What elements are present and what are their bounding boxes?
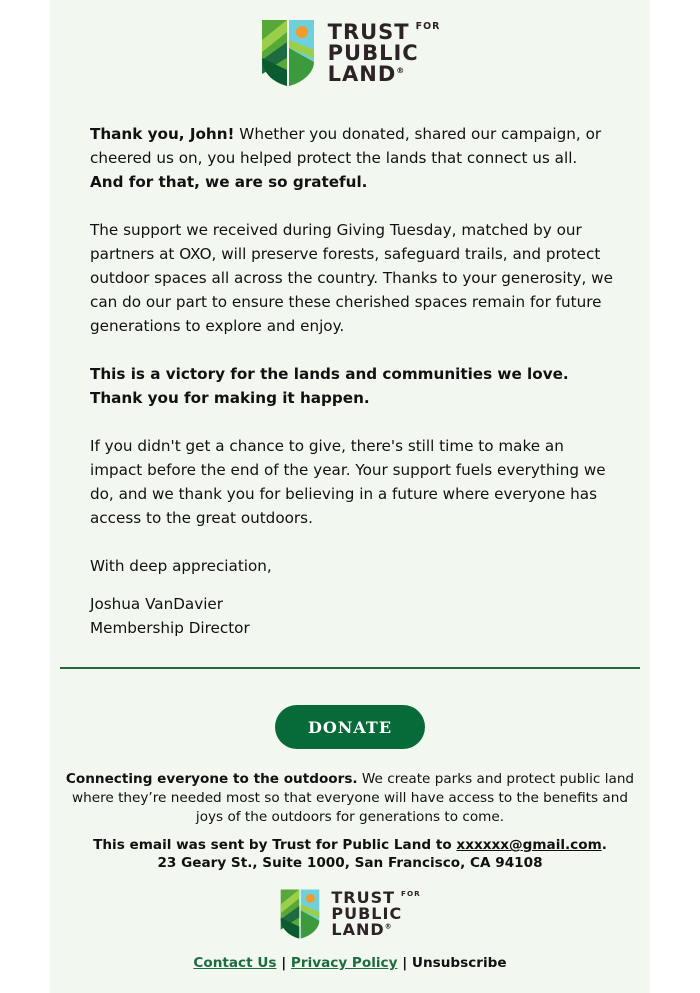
- brand-for: FOR: [401, 889, 421, 898]
- postal-address: 23 Geary St., Suite 1000, San Francisco, CA 94108: [157, 855, 543, 871]
- greeting: Thank you, John!: [90, 125, 235, 143]
- p1-text: Whether you donated, shared our campaign, or cheered us on, you helped protect the lands that connect us all.: [90, 125, 602, 167]
- signer-title: Membership Director: [90, 619, 250, 637]
- message-body: [90, 122, 615, 640]
- closing: With deep appreciation,: [90, 557, 272, 575]
- tagline-bold: Connecting everyone to the outdoors.: [65, 771, 358, 787]
- brand-logo-footer[interactable]: [50, 888, 650, 940]
- signer-name: Joshua VanDavier: [90, 595, 224, 613]
- privacy-policy-link[interactable]: Privacy Policy: [290, 955, 398, 971]
- recipient-email-link[interactable]: xxxxxx@gmail.com: [456, 837, 602, 853]
- brand-line3: LAND: [331, 920, 385, 939]
- footer-tagline: [65, 770, 635, 827]
- sent-suffix: .: [601, 837, 607, 853]
- brand-for: FOR: [415, 20, 441, 32]
- email-body: [50, 0, 650, 993]
- divider: [60, 667, 640, 669]
- brand-reg: ®: [384, 922, 393, 931]
- donate-button[interactable]: DONATE: [275, 705, 425, 749]
- brand-line1: TRUST: [327, 19, 410, 44]
- brand-line2: PUBLIC: [331, 904, 403, 923]
- footer-sent-info: [65, 836, 635, 872]
- paragraph-support: The support we received during Giving Tuesday, matched by our partners at OXO, will preserve forests, safeguard trails, and protect outdoor spaces all across the country. Thanks to your generosity, we can do our part to ensure these cherished spaces remain for future generations to explore and enjoy.: [90, 221, 613, 335]
- sent-prefix: This email was sent by Trust for Public Land to: [93, 837, 457, 853]
- brand-logo-header[interactable]: [50, 18, 650, 88]
- brand-line3: LAND: [327, 61, 397, 86]
- shield-logo-icon: [260, 18, 316, 88]
- link-separator: |: [397, 955, 412, 971]
- tagline-text: We create parks and protect public land where they’re needed most so that everyone will have access to the benefits and joys of the outdoors for generations to come.: [72, 771, 635, 825]
- contact-us-link[interactable]: Contact Us: [193, 955, 277, 971]
- p1-bold: And for that, we are so grateful.: [90, 173, 368, 191]
- brand-wordmark: [327, 19, 441, 86]
- brand-wordmark: [331, 890, 420, 938]
- shield-logo-icon: [279, 888, 321, 940]
- footer-links: [50, 955, 650, 971]
- unsubscribe-link[interactable]: Unsubscribe: [411, 955, 507, 971]
- link-separator: |: [276, 955, 291, 971]
- paragraph-thanks: [90, 122, 615, 194]
- brand-line2: PUBLIC: [327, 40, 419, 65]
- paragraph-victory: This is a victory for the lands and communities we love. Thank you for making it happen.: [90, 365, 569, 407]
- paragraph-still-time: If you didn't get a chance to give, there's still time to make an impact before the end of the year. Your support fuels everything we do, and we thank you for believing in a future where everyone has access to the great outdoors.: [90, 437, 606, 527]
- brand-line1: TRUST: [331, 888, 396, 907]
- brand-reg: ®: [396, 65, 406, 75]
